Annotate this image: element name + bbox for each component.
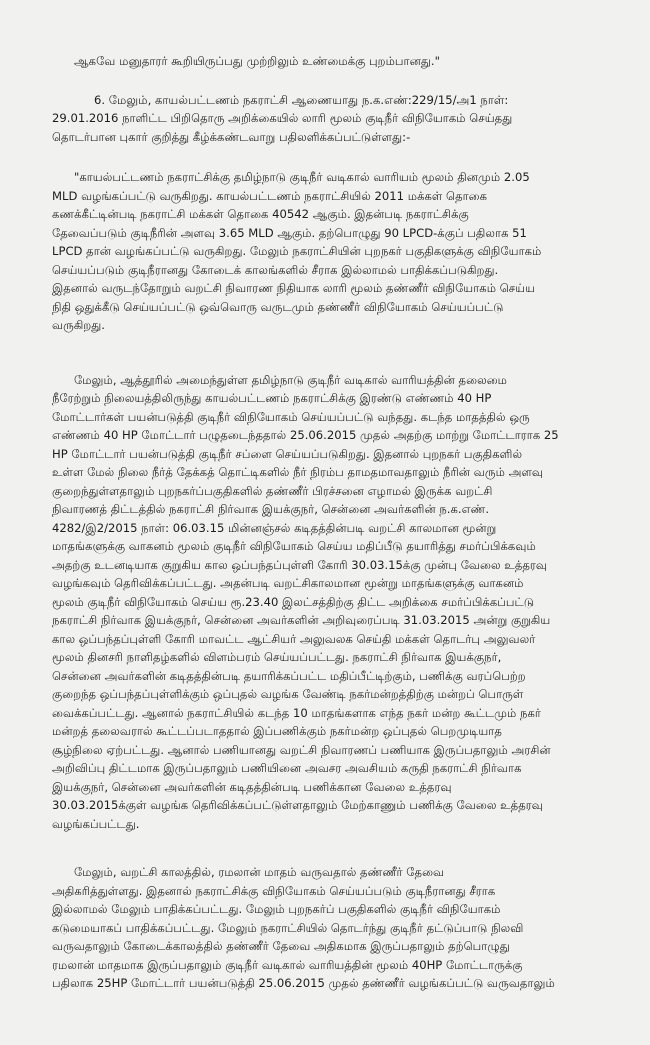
text-line: 30.03.2015க்குள் வழங்க தெரிவிக்கப்பட்டுள்ளதாலும் மேற்காணும் பணிக்கு வேலை உத்தரவு (52, 798, 543, 812)
text-line: சென்னை அவர்களின் கடிதத்தின்படி தயாரிக்கப்பட்ட மதிப்பீட்டிற்கும், பணிக்கு வரப்பெற்ற (52, 668, 526, 683)
paragraph-athur-station (52, 371, 616, 834)
text-line: 6. மேலும், காயல்பட்டணம் நகராட்சி ஆணையாது ந.க.எண்:229/15/அ1 நாள்: (94, 92, 509, 107)
text-line: கடுமையாகப் பாதிக்கப்பட்டது. மேலும் நகராட்சியில் தொடர்ந்து குடிநீர் தட்டுப்பாடு நிலவி (52, 920, 524, 935)
text-line: சூழ்நிலை ஏற்பட்டது. ஆனால் பணியானது வறட்சி நிவாரணப் பணியாக இருப்பதாலும் அரசின் (52, 742, 551, 757)
text-line: மேலும், ஆத்தூரில் அமைந்துள்ள தமிழ்நாடு குடிநீர் வடிகால் வாரியத்தின் தலைமை (74, 372, 507, 387)
text-line: வருகிறது. (52, 318, 105, 332)
text-line: கணக்கீட்டின்படி நகராட்சி மக்கள் தொகை 40542 ஆகும். இதன்படி நகராட்சிக்கு (52, 207, 469, 221)
text-line: வைக்கப்பட்டது. ஆனால் நகராட்சியில் கடந்த 10 மாதங்களாக எந்த நகர் மன்ற கூட்டமும் நகர் (52, 705, 541, 720)
text-line: மாதங்களுக்கு வாகனம் மூலம் குடிநீர் விநியோகம் செய்ய மதிப்பீடு தயாரித்து சமர்ப்பிக்கவும் (52, 539, 536, 553)
text-line: குறைந்த ஒப்பந்தப்புள்ளிக்கும் ஒப்புதல் வழங்க வேண்டி நகர்மன்றத்திற்கு மன்றப் பொருள் (52, 687, 524, 701)
text-line: LPCD தான் வழங்கப்பட்டு வருகிறது. மேலும் நகராட்சியின் புறநகர் பகுதிகளுக்கு விநியோகம் (52, 244, 542, 258)
text-line: இல்லாமல் மேலும் பாதிக்கப்பட்டது. மேலும் புறநகர்ப் பகுதிகளில் குடிநீர் விநியோகம் (52, 902, 501, 916)
text-line: வருவதாலும் கோடைக்காலத்தில் தண்ணீர் தேவை அதிகமாக இருப்பதாலும் தற்பொழுது (52, 939, 510, 953)
text-line: தேவைப்படும் குடிநீரின் அளவு 3.65 MLD ஆகும். தற்பொழுது 90 LPCD-க்குப் பதிலாக 51 (52, 225, 527, 240)
text-line: நிவாரணத் திட்டத்தில் நகராட்சி நிர்வாக இயக்குநர், சென்னை அவர்களின் ந.க.எண். (52, 502, 490, 516)
text-line: "காயல்பட்டணம் நகராட்சிக்கு தமிழ்நாடு குடிநீர் வடிகால் வாரியம் மூலம் தினமும் 2.05 (74, 170, 530, 184)
text-line: செய்யப்படும் குடிநீரானது கோடைக் காலங்களில் சீராக இல்லாமல் பாதிக்கப்படுகிறது. (52, 262, 499, 277)
text-line: ஆகவே மனுதாரர் கூறியிருப்பது முற்றிலும் உண்மைக்கு புறம்பானது." (74, 54, 440, 68)
text-line: ரமலான் மாதமாக இருப்பதாலும் குடிநீர் வடிகால் வாரியத்தின் மூலம் 40HP மோட்டாருக்கு (52, 957, 523, 972)
text-line: மூலம் குடிநீர் விநியோகம் செய்ய ரூ.23.40 இலட்சத்திற்கு திட்ட அறிக்கை சமர்ப்பிக்கப்பட்டு (52, 594, 535, 609)
opening-line (74, 52, 616, 71)
text-line: தொடர்பான புகார் குறித்து கீழ்க்கண்டவாறு பதிலளிக்கப்பட்டுள்ளது:- (52, 129, 411, 144)
text-line: வழங்கவும் தெரிவிக்கப்பட்டது. அதன்படி வறட்சிகாலமான மூன்று மாதங்களுக்கு வாகனம் (52, 576, 524, 590)
text-line: மோட்டார்கள் பயன்படுத்தி குடிநீர் விநியோகம் செய்யப்பட்டு வந்தது. கடந்த மாதத்தில் ஒரு (52, 409, 530, 424)
text-line: மன்றத் தலைவரால் கூட்டப்படாததால் இப்பணிக்கும் நகர்மன்ற ஒப்புதல் பெறமுடியாத (52, 724, 502, 738)
text-line: குறைந்துள்ளதாலும் புறநகர்ப்பகுதிகளில் தண்ணீர் பிரச்சனை எழாமல் இருக்க வறட்சி (52, 483, 493, 498)
text-line: அதற்கு உடனடியாக குறுகிய கால ஒப்பந்தப்புள்ளி கோரி 30.03.15க்கு முன்பு வேலை உத்தரவு (52, 557, 548, 572)
text-line: உள்ள மேல் நிலை நீர்த் தேக்கத் தொட்டிகளில் நீர் நிரம்ப தாமதமாவதாலும் நீரின் வரும் அளவு (52, 465, 544, 479)
text-line: மூலம் தினசரி நாளிதழ்களில் விளம்பரம் செய்யப்பட்டது. நகராட்சி நிர்வாக இயக்குநர், (52, 650, 502, 664)
text-line: மேலும், வறட்சி காலத்தில், ரமலான் மாதம் வருவதால் தண்ணீர் தேவை (74, 865, 445, 879)
text-line: நீரேற்றும் நிலையத்திலிருந்து காயல்பட்டணம் நகராட்சிக்கு இரண்டு எண்ணம் 40 HP (52, 391, 492, 405)
text-line: அறிவிப்பு திட்டமாக இருப்பதாலும் பணியினை அவசர அவசியம் கருதி நகராட்சி நிர்வாக (52, 761, 522, 775)
text-line: MLD வழங்கப்பட்டு வருகிறது. காயல்பட்டணம் நகராட்சியில் 2011 மக்கள் தொகை (52, 188, 488, 203)
text-line: பதிலாக 25HP மோட்டார் பயன்படுத்தி 25.06.2015 முதல் தண்ணீர் வழங்கப்பட்டு வருவதாலும் (52, 976, 555, 990)
text-line: எண்ணம் 40 HP மோட்டார் பழுதடைந்ததால் 25.06.2015 முதல் அதற்கு மாற்று மோட்டாராக 25 (52, 428, 559, 442)
text-line: வழங்கப்பட்டது. (52, 816, 140, 831)
text-line: 29.01.2016 நாளிட்ட பிறிதொரு அறிக்கையில் லாரி மூலம் குடிநீர் விநியோகம் செய்தது (52, 111, 513, 125)
text-line: நகராட்சி நிர்வாக இயக்குநர், சென்னை அவர்களின் அறிவுரைப்படி 31.03.2015 அன்று குறுகிய (52, 613, 551, 627)
paragraph-ramzan (52, 863, 616, 993)
paragraph-6 (52, 91, 616, 147)
text-line: இயக்குநர், சென்னை அவர்களின் கடிதத்தின்படி பணிக்கான வேலை உத்தரவு (52, 779, 452, 794)
text-line: அதிகரித்துள்ளது. இதனால் நகராட்சிக்கு விநியோகம் செய்யப்படும் குடிநீரானது சீராக (52, 883, 496, 898)
text-line: இதனால் வருடந்தோறும் வறட்சி நிவாரண நிதியாக லாரி மூலம் தண்ணீர் விநியோகம் செய்ய (52, 281, 536, 295)
text-line: 4282/இ2/2015 நாள்: 06.03.15 மின்னஞ்சல் கடிதத்தின்படி வறட்சி காலமான மூன்று (52, 520, 497, 535)
text-line: HP மோட்டார் பயன்படுத்தி குடிநீர் சப்ளை செய்யப்படுகிறது. இதனால் புறநகர் பகுதிகளில் (52, 446, 523, 461)
quoted-report (52, 168, 616, 335)
text-line: கால ஒப்பந்தப்புள்ளி கோரி மாவட்ட ஆட்சியர் அலுவலக செய்தி மக்கள் தொடர்பு அலுவலர் (52, 631, 536, 646)
text-line: நிதி ஒதுக்கீடு செய்யப்பட்டு ஒவ்வொரு வருடமும் தண்ணீர் விநியோகம் செய்யப்பட்டு (52, 299, 504, 314)
